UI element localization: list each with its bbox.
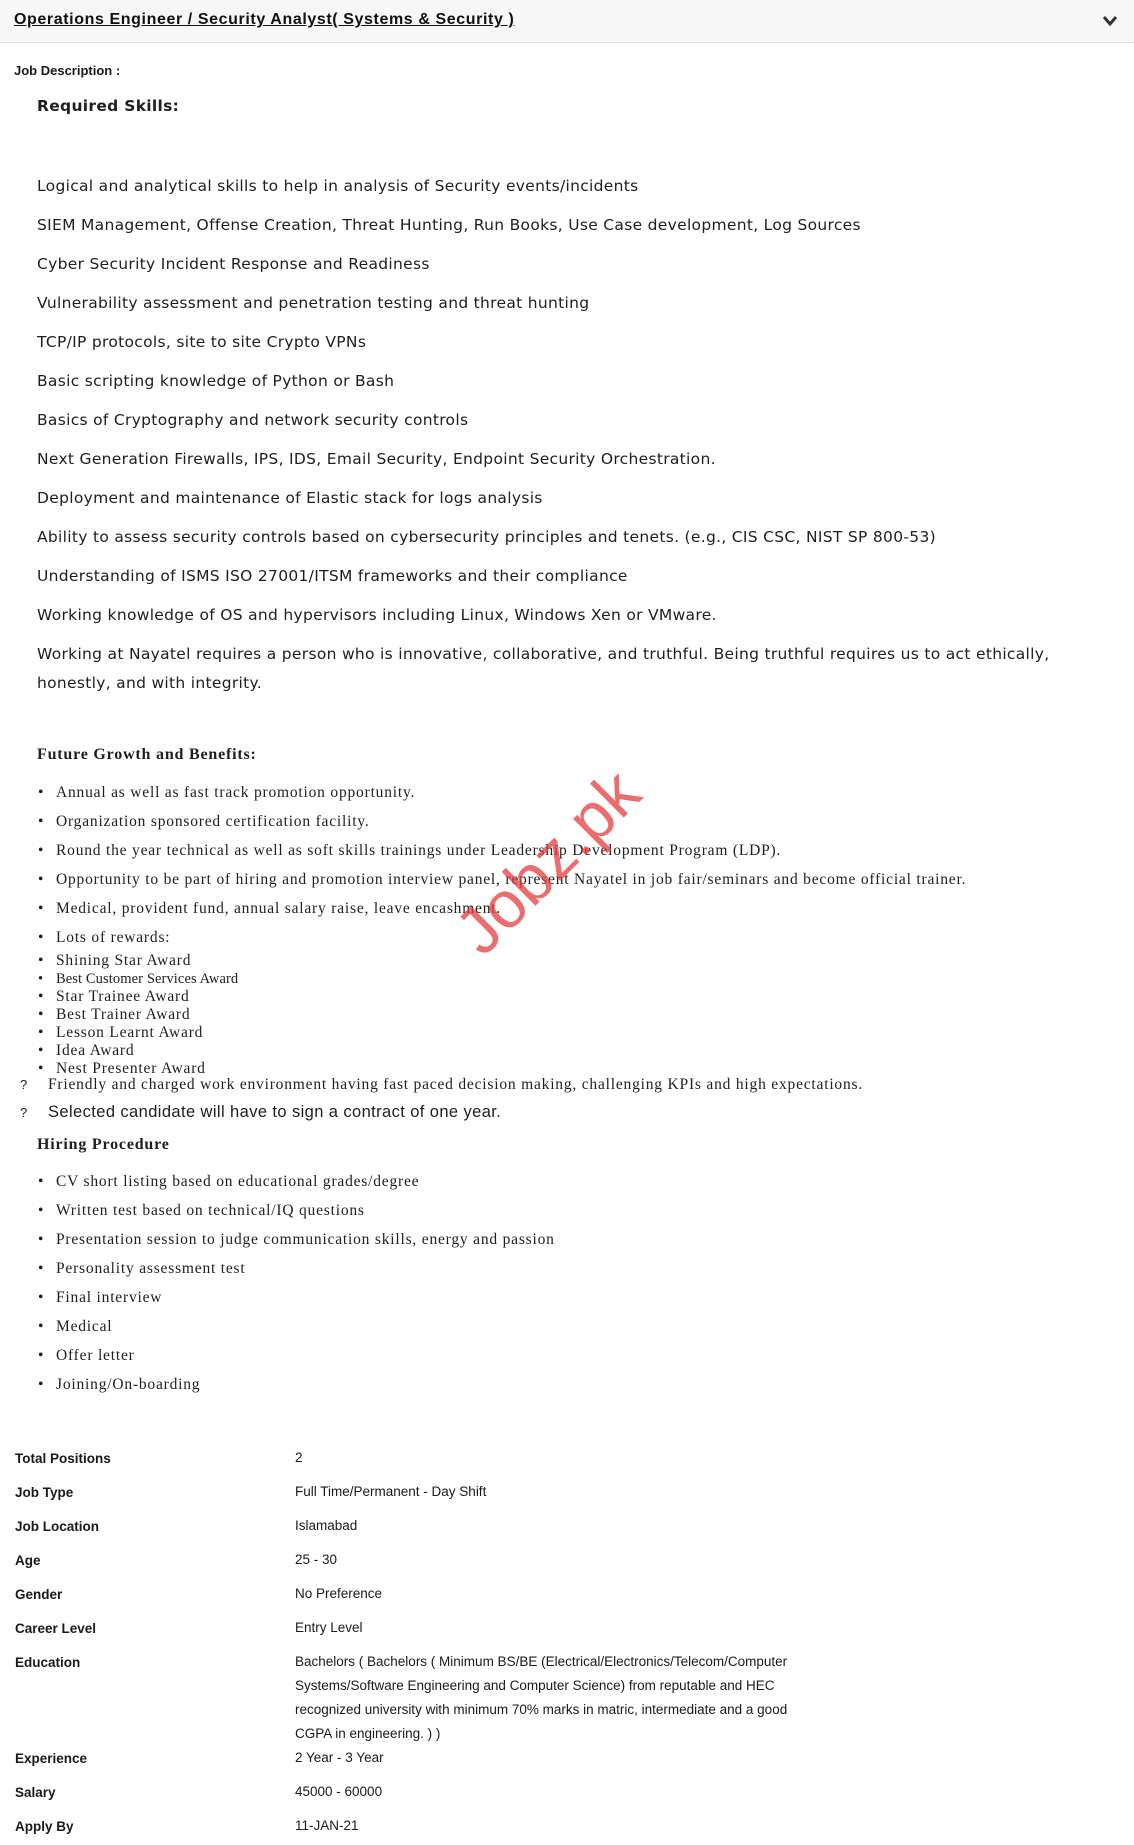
detail-value: Full Time/Permanent - Day Shift [295, 1484, 487, 1499]
detail-label: Job Type [15, 1485, 74, 1500]
detail-label: Gender [15, 1587, 63, 1602]
detail-label: Age [15, 1553, 41, 1568]
required-skills-heading: Required Skills: [37, 97, 180, 115]
job-description-label: Job Description : [14, 63, 121, 78]
detail-row-experience [15, 1743, 1115, 1777]
detail-value: Islamabad [295, 1518, 358, 1533]
detail-value: Entry Level [295, 1620, 363, 1635]
list-item: Vulnerability assessment and penetration testing and threat hunting [37, 294, 590, 312]
list-item: • Star Trainee Award [56, 988, 238, 1006]
job-header[interactable] [0, 0, 1134, 43]
list-item: • Lots of rewards: [56, 928, 966, 957]
list-item: • Nest Presenter Award [56, 1060, 238, 1078]
list-item: • Annual as well as fast track promotion opportunity. [56, 783, 966, 812]
detail-row-job-location [15, 1511, 1115, 1545]
detail-label: Apply By [15, 1819, 74, 1834]
list-item: • CV short listing based on educational grades/degree [56, 1172, 555, 1201]
contract-text: Selected candidate will have to sign a contract of one year. [48, 1103, 502, 1121]
list-item: TCP/IP protocols, site to site Crypto VPNs [37, 333, 367, 351]
detail-value: 2 [295, 1450, 303, 1465]
list-item: Cyber Security Incident Response and Readiness [37, 255, 430, 273]
list-item: • Joining/On-boarding [56, 1375, 555, 1404]
list-item: • Best Customer Services Award [56, 970, 238, 988]
detail-row-apply-by [15, 1811, 1115, 1845]
list-item: Working at Nayatel requires a person who is innovative, collaborative, and truthful. Being truthful requires us to act ethically, honestly, and with integrity. [37, 645, 1050, 692]
list-item: Understanding of ISMS ISO 27001/ITSM frameworks and their compliance [37, 567, 628, 585]
detail-value: Bachelors ( Bachelors ( Minimum BS/BE (Electrical/Electronics/Telecom/Computer Systems/Software Engineering and Computer Science) from reputable and HEC recognized university with minimum 70% marks in matric, intermediate and a good CGPA in engineering. ) ) [295, 1654, 788, 1741]
list-item: Basic scripting knowledge of Python or Bash [37, 372, 395, 390]
detail-row-job-type [15, 1477, 1115, 1511]
benefit-extra-line [20, 1076, 863, 1094]
detail-label: Total Positions [15, 1451, 111, 1466]
list-item: • Lesson Learnt Award [56, 1024, 238, 1042]
detail-label: Career Level [15, 1621, 97, 1636]
detail-value: 11-JAN-21 [295, 1818, 359, 1833]
list-item: • Idea Award [56, 1042, 238, 1060]
list-item: • Presentation session to judge communication skills, energy and passion [56, 1230, 555, 1259]
detail-row-education [15, 1647, 1115, 1743]
hiring-procedure-heading: Hiring Procedure [37, 1136, 170, 1153]
detail-value: 2 Year - 3 Year [295, 1750, 384, 1765]
list-item: • Medical [56, 1317, 555, 1346]
list-item: • Personality assessment test [56, 1259, 555, 1288]
list-item: • Round the year technical as well as soft skills trainings under Leadership Development Program (LDP). [56, 841, 966, 870]
rewards-list [56, 952, 238, 1078]
list-item: • Final interview [56, 1288, 555, 1317]
detail-row-gender [15, 1579, 1115, 1613]
detail-label: Job Location [15, 1519, 99, 1534]
list-item: Basics of Cryptography and network security controls [37, 411, 469, 429]
detail-value: 45000 - 60000 [295, 1784, 383, 1799]
detail-row-career-level [15, 1613, 1115, 1647]
detail-row-total-positions [15, 1443, 1115, 1477]
list-item: Deployment and maintenance of Elastic stack for logs analysis [37, 489, 543, 507]
detail-row-salary [15, 1777, 1115, 1811]
job-title-link[interactable]: Operations Engineer / Security Analyst( Systems & Security ) [14, 11, 515, 28]
list-item: Working knowledge of OS and hypervisors including Linux, Windows Xen or VMware. [37, 606, 717, 624]
job-details-table [15, 1443, 1115, 1845]
question-marker: ? [20, 1077, 29, 1092]
chevron-down-icon[interactable] [1102, 14, 1118, 28]
list-item: Next Generation Firewalls, IPS, IDS, Email Security, Endpoint Security Orchestration. [37, 450, 716, 468]
list-item: Logical and analytical skills to help in analysis of Security events/incidents [37, 177, 639, 195]
detail-label: Education [15, 1655, 81, 1670]
benefits-list [56, 783, 966, 957]
question-marker: ? [20, 1105, 28, 1120]
watermark: Jobz.pk [440, 754, 654, 969]
benefit-extra-text: Friendly and charged work environment having fast paced decision making, challenging KPIs and high expectations. [48, 1076, 864, 1093]
list-item: SIEM Management, Offense Creation, Threat Hunting, Run Books, Use Case development, Log Sources [37, 216, 861, 234]
detail-label: Experience [15, 1751, 88, 1766]
list-item: • Opportunity to be part of hiring and promotion interview panel, represent Nayatel in job fair/seminars and become official trainer. [56, 870, 966, 899]
detail-value: 25 - 30 [295, 1552, 338, 1567]
list-item: • Offer letter [56, 1346, 555, 1375]
list-item: • Shining Star Award [56, 952, 238, 970]
list-item: • Best Trainer Award [56, 1006, 238, 1024]
list-item: Ability to assess security controls based on cybersecurity principles and tenets. (e.g., CIS CSC, NIST SP 800-53) [37, 528, 936, 546]
detail-row-age [15, 1545, 1115, 1579]
detail-value: No Preference [295, 1586, 383, 1601]
list-item: • Medical, provident fund, annual salary raise, leave encashment. [56, 899, 966, 928]
future-growth-heading: Future Growth and Benefits: [37, 746, 257, 763]
contract-line [20, 1103, 501, 1122]
list-item: • Organization sponsored certification facility. [56, 812, 966, 841]
detail-label: Salary [15, 1785, 56, 1800]
hiring-procedure-list [56, 1172, 555, 1404]
required-skills-list [37, 176, 1127, 698]
list-item: • Written test based on technical/IQ questions [56, 1201, 555, 1230]
